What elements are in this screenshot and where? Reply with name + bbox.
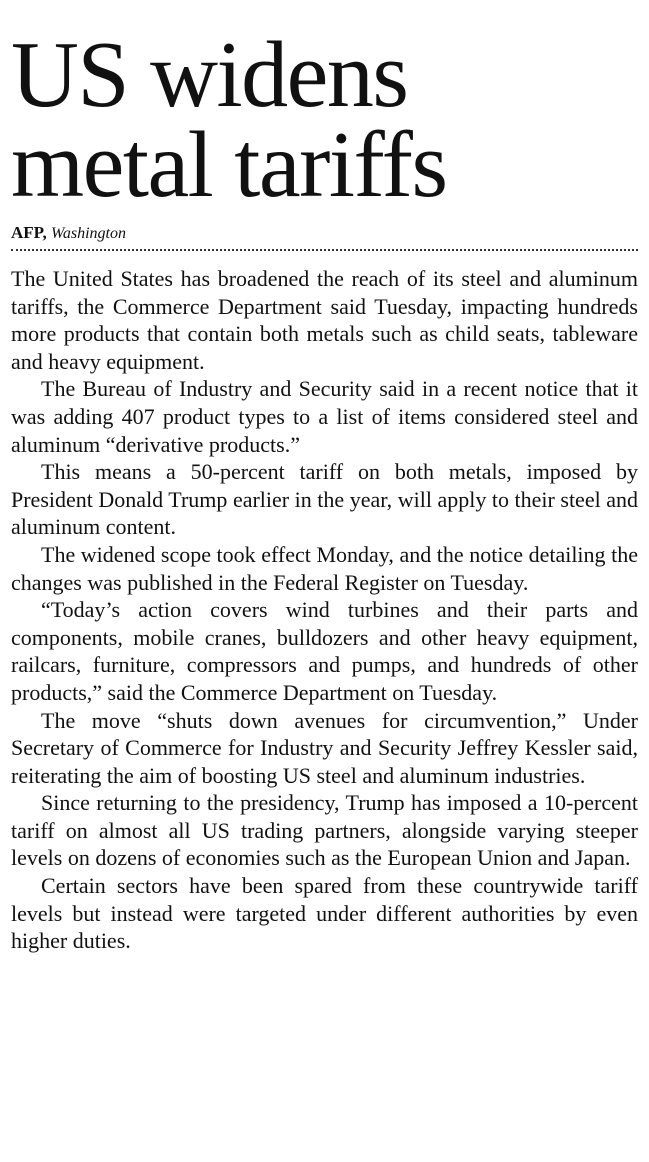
dotted-divider — [11, 249, 638, 251]
byline — [11, 222, 638, 244]
headline-line-2: metal tariffs — [11, 113, 447, 217]
paragraph-8: Certain sectors have been spared from these countrywide tariff levels but instead were targeted under different authorities by even higher duties. — [11, 873, 638, 954]
headline — [11, 0, 638, 217]
paragraph-2: The Bureau of Industry and Security said in a recent notice that it was adding 407 product types to a list of items considered steel and aluminum “derivative products.” — [11, 376, 638, 457]
paragraph-5: “Today’s action covers wind turbines and their parts and components, mobile cranes, bulldozers and other heavy equipment, railcars, furniture, compressors and pumps, and hundreds of other products,” said the Commerce Department on Tuesday. — [11, 597, 638, 705]
paragraph-3: This means a 50-percent tariff on both metals, imposed by President Donald Trump earlier in the year, will apply to their steel and aluminum content. — [11, 459, 638, 540]
byline-dateline: Washington — [51, 225, 126, 242]
paragraph-4: The widened scope took effect Monday, and the notice detailing the changes was published in the Federal Register on Tuesday. — [11, 541, 638, 595]
byline-agency: AFP, — [11, 223, 47, 242]
article-body — [11, 265, 638, 955]
paragraph-7: Since returning to the presidency, Trump has imposed a 10-percent tariff on almost all US trading partners, alongside varying steeper levels on dozens of economies such as the European Union and Japan. — [11, 790, 638, 871]
paragraph-6: The move “shuts down avenues for circumvention,” Under Secretary of Commerce for Industry and Security Jeffrey Kessler said, reiterating the aim of boosting US steel and aluminum industries. — [11, 707, 638, 788]
headline-line-1: US widens — [11, 23, 408, 127]
paragraph-1: The United States has broadened the reach of its steel and aluminum tariffs, the Commerce Department said Tuesday, impacting hundreds more products that contain both metals such as child seats, tableware and heavy equipment. — [11, 266, 638, 374]
